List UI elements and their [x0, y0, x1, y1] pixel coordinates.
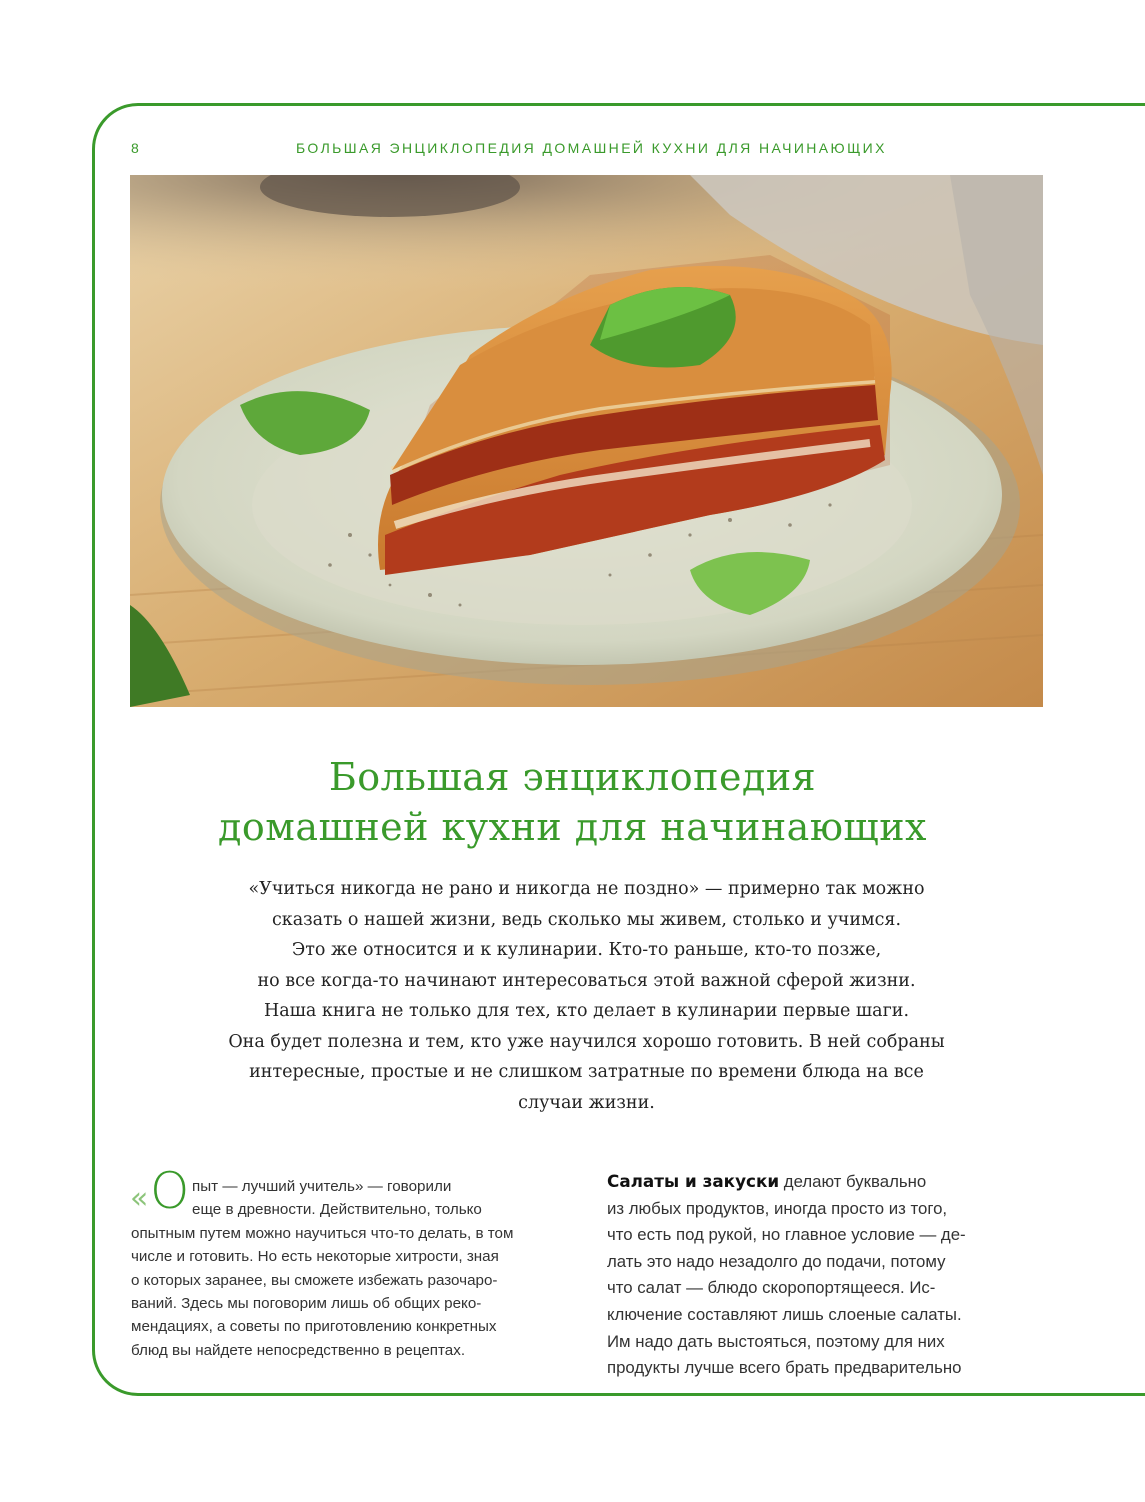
left-column-line: мендациях, а советы по приготовлению конкретных — [131, 1318, 497, 1336]
intro-line: Наша книга не только для тех, кто делает в кулинарии первые шаги. — [263, 1001, 910, 1021]
right-column-first-line — [607, 1168, 1047, 1196]
drop-cap-letter: О — [150, 1162, 190, 1220]
left-column-line: блюд вы найдете непосредственно в рецептах. — [131, 1341, 466, 1359]
left-column-line: о которых заранее, вы сможете избежать разочаро- — [131, 1271, 498, 1289]
right-column-line: продукты лучше всего брать предварительно — [607, 1358, 962, 1378]
intro-line: Это же относится и к кулинарии. Кто-то раньше, кто-то позже, — [291, 940, 882, 960]
right-column-line: из любых продуктов, иногда просто из того, — [607, 1198, 948, 1218]
right-column-line: Им надо дать выстояться, поэтому для них — [607, 1331, 945, 1351]
intro-line: интересные, простые и не слишком затратные по времени блюда на все — [249, 1062, 924, 1082]
left-column-line: опытным путем можно научиться что-то делать, в том — [131, 1224, 514, 1242]
right-column-lead-rest: делают буквально — [779, 1172, 927, 1191]
drop-cap-quote: « — [130, 1181, 149, 1216]
main-title — [100, 752, 1045, 852]
left-column-text — [131, 1175, 561, 1362]
intro-line: «Учиться никогда не рано и никогда не поздно» — примерно так можно — [248, 879, 925, 899]
main-title-line-2: домашней кухни для начинающих — [218, 805, 927, 849]
running-header: БОЛЬШАЯ ЭНЦИКЛОПЕДИЯ ДОМАШНЕЙ КУХНИ ДЛЯ НАЧИНАЮЩИХ — [296, 140, 887, 156]
intro-line: сказать о нашей жизни, ведь сколько мы живем, столько и учимся. — [271, 909, 902, 930]
right-column-line: лать это надо незадолго до подачи, потому — [607, 1251, 946, 1271]
intro-line: случаи жизни. — [518, 1092, 655, 1113]
right-column-line: ключение составляют лишь слоеные салаты. — [607, 1304, 962, 1324]
intro-paragraph — [130, 874, 1043, 1118]
right-column-line: что салат — блюдо скоропортящееся. Ис- — [607, 1278, 936, 1298]
right-column-line: что есть под рукой, но главное условие — де- — [607, 1225, 966, 1245]
intro-line: но все когда-то начинают интересоваться этой важной сферой жизни. — [257, 970, 916, 991]
left-column-line: еще в древности. Действительно, только — [192, 1201, 482, 1219]
main-title-line-1: Большая энциклопедия — [328, 755, 817, 799]
right-column-text — [607, 1168, 1047, 1382]
left-column-line: числе и готовить. Но есть некоторые хитрости, зная — [131, 1248, 499, 1266]
left-column-line: ваний. Здесь мы поговорим лишь об общих реко- — [131, 1295, 482, 1313]
section-lead-salads: Салаты и закуски — [607, 1171, 780, 1191]
intro-line: Она будет полезна и тем, кто уже научился хорошо готовить. В ней собраны — [228, 1031, 945, 1052]
left-column-line: пыт — лучший учитель» — говорили — [192, 1178, 452, 1195]
food-photo-illustration — [130, 175, 1043, 707]
page-number: 8 — [131, 140, 140, 156]
food-photo — [130, 175, 1043, 707]
